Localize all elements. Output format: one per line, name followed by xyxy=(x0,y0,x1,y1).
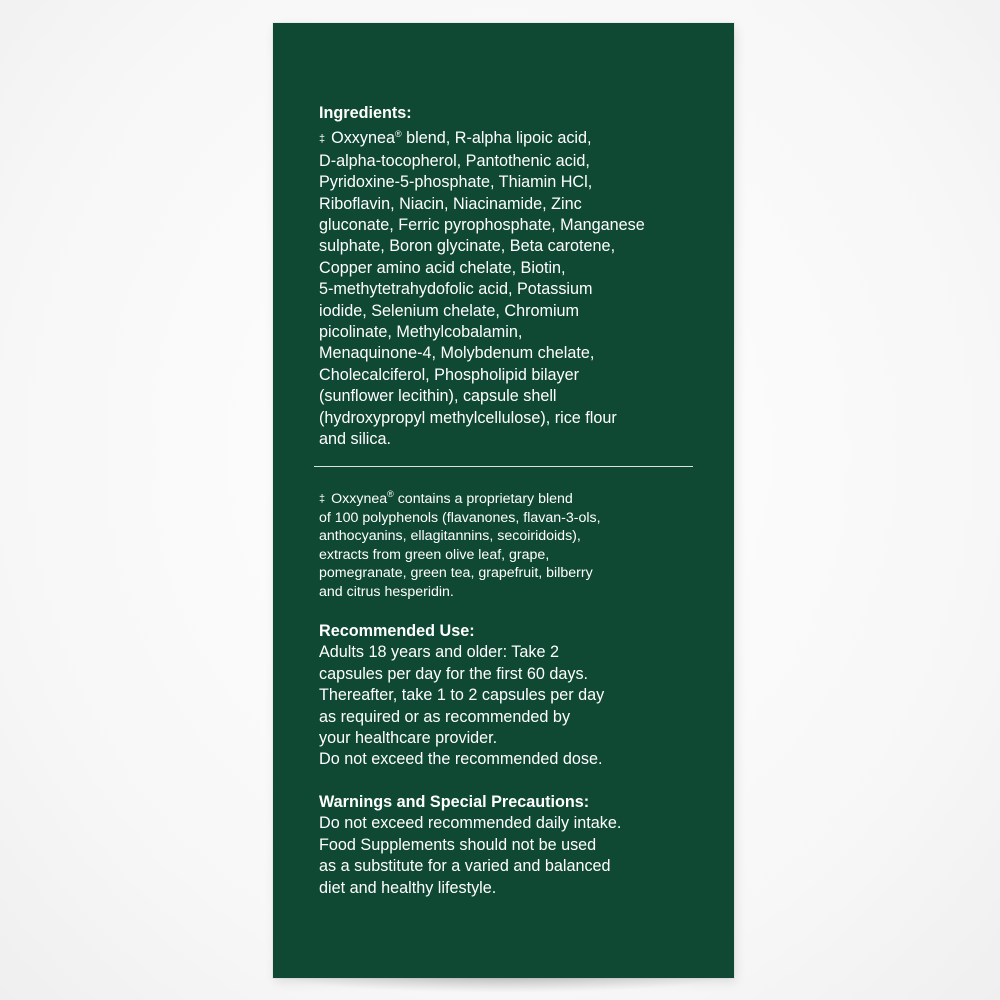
dagger-symbol: ‡ xyxy=(319,493,326,505)
recommended-use-text: Adults 18 years and older: Take 2 capsules per day for the first 60 days. Thereafter, take 1 to 2 capsules per day as required or as recommended by your healthcare provider. Do not exceed the recommended dose. xyxy=(319,643,605,769)
warnings-section xyxy=(319,792,699,899)
product-label-panel xyxy=(273,23,734,978)
brand-name: Oxxynea xyxy=(331,491,388,507)
warnings-heading: Warnings and Special Precautions: xyxy=(319,793,590,811)
warnings-text: Do not exceed recommended daily intake. Food Supplements should not be used as a substitute for a varied and balanced diet and healthy lifestyle. xyxy=(319,814,622,897)
brand-name: Oxxynea xyxy=(331,129,396,148)
footnote-body: contains a proprietary blend of 100 polyphenols (flavanones, flavan-3-ols, anthocyanins, ellagitannins, secoiridoids), extracts from green olive leaf, grape, pomegranate, green tea, grapefruit, bilberry and citrus hesperidin. xyxy=(319,491,601,600)
oxxynea-footnote xyxy=(319,485,699,602)
section-divider xyxy=(314,466,693,467)
registered-mark: ® xyxy=(387,489,394,499)
ingredients-section xyxy=(319,103,699,451)
ingredients-list: blend, R-alpha lipoic acid, D-alpha-tocopherol, Pantothenic acid, Pyridoxine-5-phosphate, Thiamin HCl, Riboflavin, Niacin, Niacinamide, Zinc gluconate, Ferric pyrophosphate, Manganese sulphate, Boron glycinate, Beta carotene, Copper amino acid chelate, Biotin, 5-methytetrahydofolic acid, Potassium iodide, Selenium chelate, Chromium picolinate, Methylcobalamin, Menaquinone-4, Molybdenum chelate, Cholecalciferol, Phospholipid bilayer (sunflower lecithin), capsule shell (hydroxypropyl methylcellulose), rice flour and silica. xyxy=(319,129,645,449)
recommended-use-heading: Recommended Use: xyxy=(319,622,475,640)
dagger-symbol: ‡ xyxy=(319,133,326,146)
footnote-text xyxy=(319,485,699,602)
registered-mark: ® xyxy=(395,129,402,140)
recommended-use-section xyxy=(319,621,699,771)
ingredients-heading: Ingredients: xyxy=(319,104,412,122)
ingredients-text xyxy=(319,124,699,450)
